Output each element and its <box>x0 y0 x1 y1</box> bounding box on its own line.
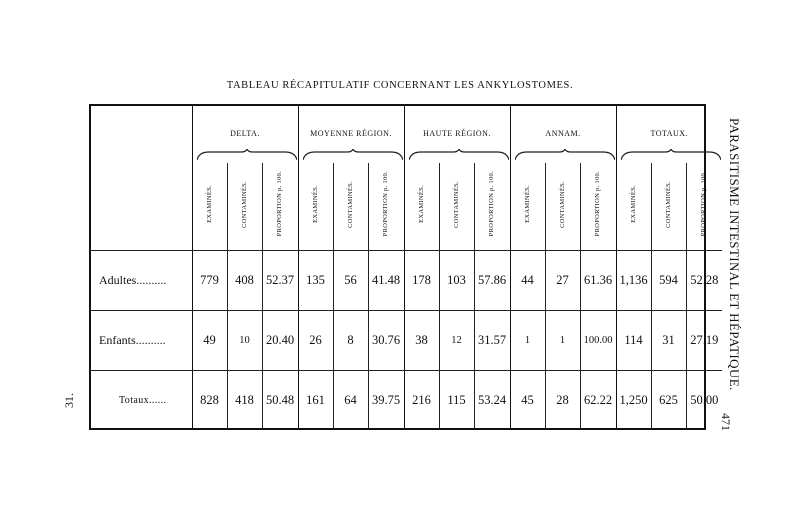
cell: 594 <box>651 251 686 311</box>
cell: 30.76 <box>368 311 404 371</box>
subheader-examines: EXAMINÉS. <box>404 163 439 251</box>
cell: 103 <box>439 251 474 311</box>
cell: 12 <box>439 311 474 371</box>
cell: 52.37 <box>262 251 298 311</box>
cell: 57.86 <box>474 251 510 311</box>
group-label: MOYENNE RÉGION. <box>310 128 392 138</box>
subheader-proportion: PROPORTION p. 100. <box>580 163 616 251</box>
subheader-examines: EXAMINÉS. <box>298 163 333 251</box>
cell: 418 <box>227 371 262 430</box>
cell: 27 <box>545 251 580 311</box>
cell: 10 <box>227 311 262 371</box>
subheader-contamines: CONTAMINÉS. <box>333 163 368 251</box>
subheader-examines: EXAMINÉS. <box>510 163 545 251</box>
cell: 61.36 <box>580 251 616 311</box>
group-label: DELTA. <box>230 128 260 138</box>
cell: 56 <box>333 251 368 311</box>
cell: 28 <box>545 371 580 430</box>
cell: 115 <box>439 371 474 430</box>
table-frame <box>89 104 706 430</box>
group-label: ANNAM. <box>545 128 581 138</box>
running-head: PARASITISME INTESTINAL ET HÉPATIQUE. <box>727 118 742 391</box>
signature-mark: 31. <box>62 393 76 408</box>
cell: 161 <box>298 371 333 430</box>
cell: 1 <box>510 311 545 371</box>
cell: 828 <box>192 371 227 430</box>
subheader-proportion: PROPORTION p. 100. <box>686 163 722 251</box>
subheader-proportion: PROPORTION p. 100. <box>474 163 510 251</box>
cell: 52.28 <box>686 251 722 311</box>
cell: 50.48 <box>262 371 298 430</box>
cell: 178 <box>404 251 439 311</box>
cell: 44 <box>510 251 545 311</box>
row-label: Totaux...... <box>119 395 167 407</box>
cell: 62.22 <box>580 371 616 430</box>
cell: 779 <box>192 251 227 311</box>
cell: 31.57 <box>474 311 510 371</box>
cell: 20.40 <box>262 311 298 371</box>
cell: 45 <box>510 371 545 430</box>
cell: 216 <box>404 371 439 430</box>
cell: 100.00 <box>580 311 616 371</box>
cell: 114 <box>616 311 651 371</box>
cell: 50.00 <box>686 371 722 430</box>
subheader-contamines: CONTAMINÉS. <box>651 163 686 251</box>
row-label: Adultes.......... <box>89 251 192 311</box>
subheader-contamines: CONTAMINÉS. <box>545 163 580 251</box>
subheader-examines: EXAMINÉS. <box>192 163 227 251</box>
subheader-examines: EXAMINÉS. <box>616 163 651 251</box>
cell: 1,136 <box>616 251 651 311</box>
cell: 53.24 <box>474 371 510 430</box>
cell: 135 <box>298 251 333 311</box>
cell: 49 <box>192 311 227 371</box>
cell: 408 <box>227 251 262 311</box>
subheader-proportion: PROPORTION p. 100. <box>262 163 298 251</box>
subheader-contamines: CONTAMINÉS. <box>227 163 262 251</box>
cell: 8 <box>333 311 368 371</box>
cell: 1 <box>545 311 580 371</box>
cell: 64 <box>333 371 368 430</box>
cell: 1,250 <box>616 371 651 430</box>
cell: 38 <box>404 311 439 371</box>
cell: 41.48 <box>368 251 404 311</box>
cell: 26 <box>298 311 333 371</box>
subheader-proportion: PROPORTION p. 100. <box>368 163 404 251</box>
cell: 39.75 <box>368 371 404 430</box>
page-number: 471 <box>719 413 733 431</box>
table-title: TABLEAU RÉCAPITULATIF CONCERNANT LES ANKYLOSTOMES. <box>226 80 574 91</box>
group-label: HAUTE RÉGION. <box>423 128 491 138</box>
row-label: Enfants.......... <box>89 311 192 371</box>
group-label: TOTAUX. <box>650 128 689 138</box>
cell: 27.19 <box>686 311 722 371</box>
cell: 625 <box>651 371 686 430</box>
cell: 31 <box>651 311 686 371</box>
subheader-contamines: CONTAMINÉS. <box>439 163 474 251</box>
